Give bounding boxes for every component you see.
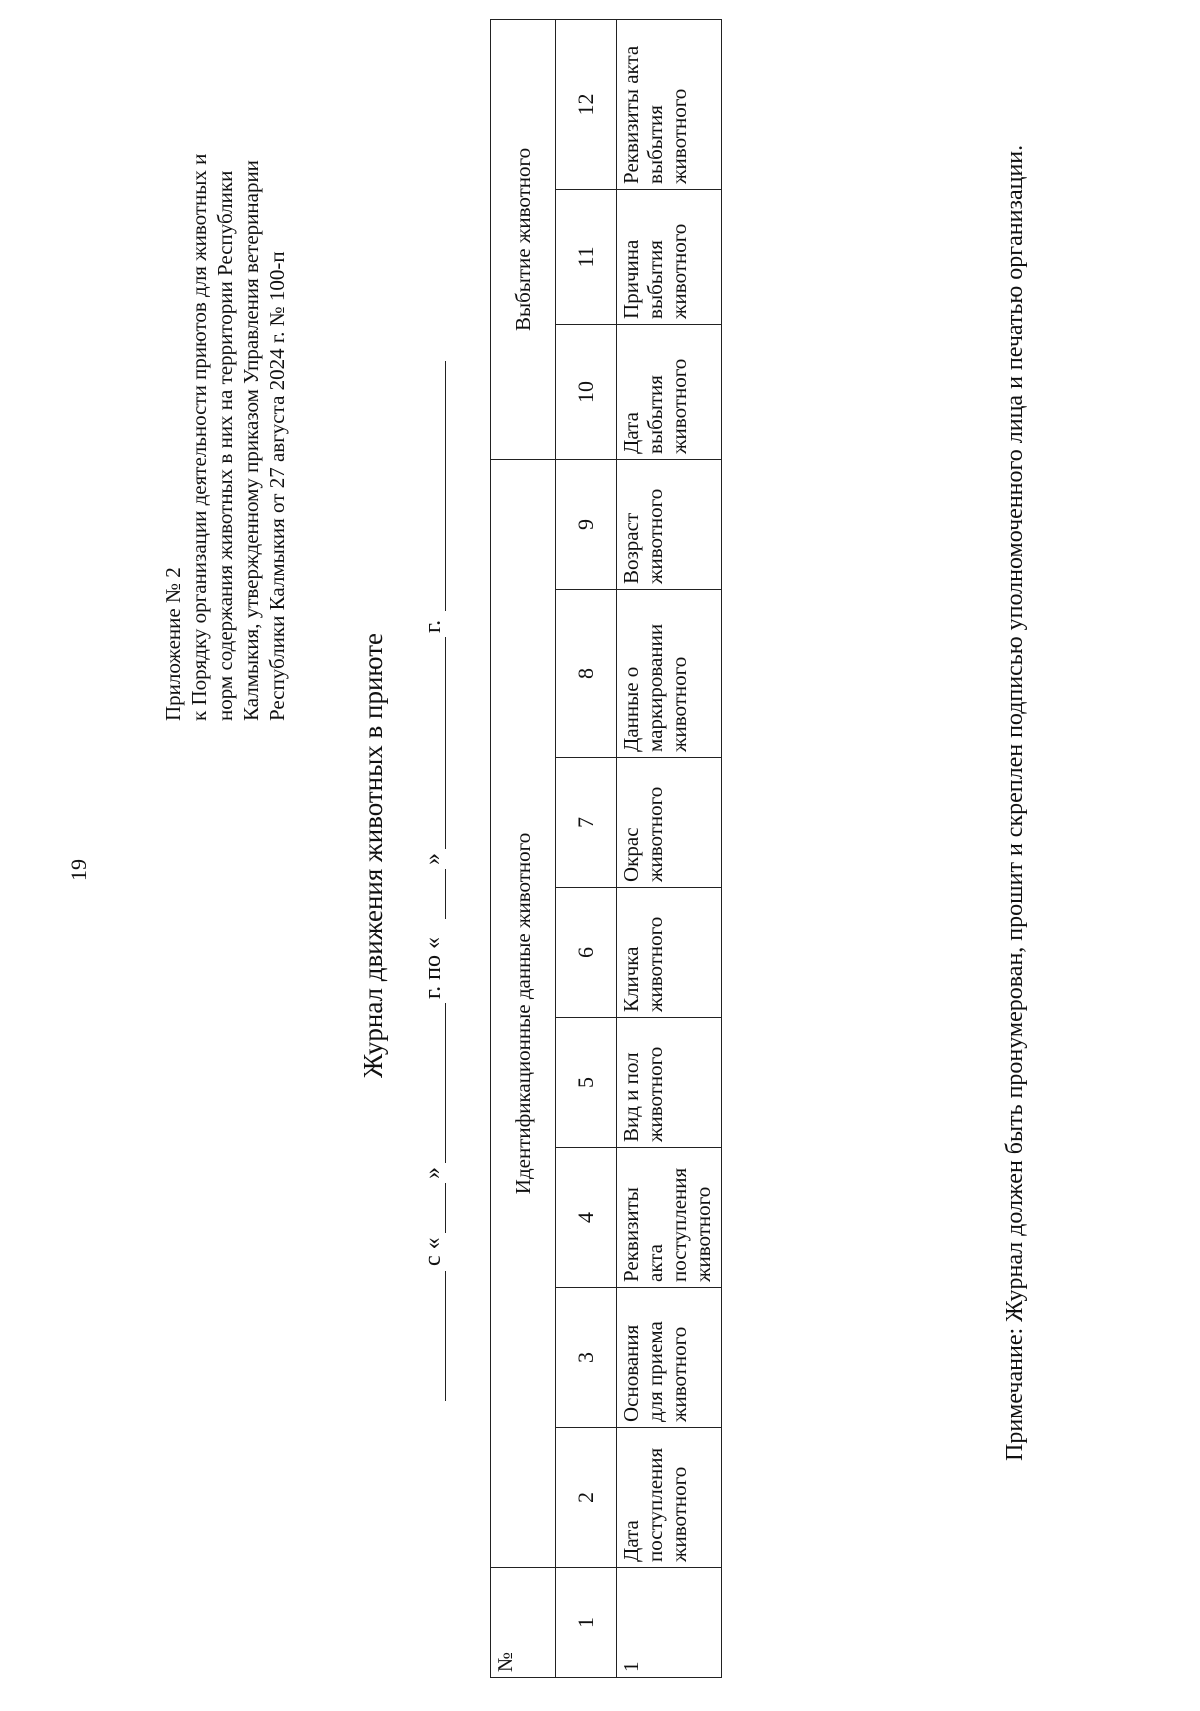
column-number: 10 (556, 324, 617, 459)
column-number: 8 (556, 590, 617, 758)
journal-table (490, 19, 722, 1678)
column-number: 9 (556, 459, 617, 589)
column-title: Вид и пол животного (617, 1018, 722, 1148)
header-no: № (491, 1568, 556, 1678)
table-numbers-row (556, 19, 617, 1677)
column-number: 12 (556, 19, 617, 189)
period-from-prefix: с « (420, 1237, 446, 1266)
appendix-line: Калмыкия, утвержденному приказом Управления ветеринарии (239, 160, 263, 721)
table-row (617, 19, 722, 1677)
group-identification: Идентификационные данные животного (491, 459, 556, 1567)
blank-line (445, 1003, 446, 1163)
column-title: Возраст животного (617, 459, 722, 589)
column-number: 3 (556, 1288, 617, 1428)
table-header-row (491, 19, 556, 1677)
column-title: Окрас животного (617, 758, 722, 888)
column-title: Дата поступления животного (617, 1428, 722, 1568)
row-number: 1 (617, 1568, 722, 1678)
blank-line (445, 1271, 446, 1401)
blank-line (445, 869, 446, 919)
column-title: Причина выбытия животного (617, 189, 722, 324)
column-title: Дата выбытия животного (617, 324, 722, 459)
column-number: 2 (556, 1428, 617, 1568)
column-title: Данные о маркировании животного (617, 590, 722, 758)
footnote: Примечание: Журнал должен быть пронумерован, прошит и скреплен подписью уполномоченного лица и печатью организации. (1002, 144, 1028, 1461)
column-number: 5 (556, 1018, 617, 1148)
period-quote: » (420, 853, 446, 865)
column-number: 4 (556, 1148, 617, 1288)
group-disposal: Выбытие животного (491, 19, 556, 459)
column-title: Кличка животного (617, 888, 722, 1018)
blank-line (445, 1183, 446, 1233)
appendix-line: Приложение № 2 (161, 567, 185, 721)
blank-line (445, 637, 446, 849)
period-quote: » (420, 1167, 446, 1179)
column-number: 6 (556, 888, 617, 1018)
appendix-block (160, 81, 290, 721)
blank-line (445, 361, 446, 611)
appendix-line: Республики Калмыкия от 27 августа 2024 г. № 100-п (265, 251, 289, 721)
column-number: 1 (556, 1568, 617, 1678)
appendix-line: к Порядку организации деятельности приютов для животных и (187, 153, 211, 721)
column-title: Реквизиты акта поступления животного (617, 1148, 722, 1288)
period-middle: г. по « (420, 937, 446, 999)
period-suffix: г. (420, 619, 446, 633)
journal-title: Журнал движения животных в приюте (358, 633, 388, 1078)
appendix-line: норм содержания животных в них на территории Республики (213, 170, 237, 721)
column-title: Реквизиты акта выбытия животного (617, 19, 722, 189)
column-title: Основания для приема животного (617, 1288, 722, 1428)
page-number: 19 (66, 859, 91, 881)
column-number: 11 (556, 189, 617, 324)
column-number: 7 (556, 758, 617, 888)
